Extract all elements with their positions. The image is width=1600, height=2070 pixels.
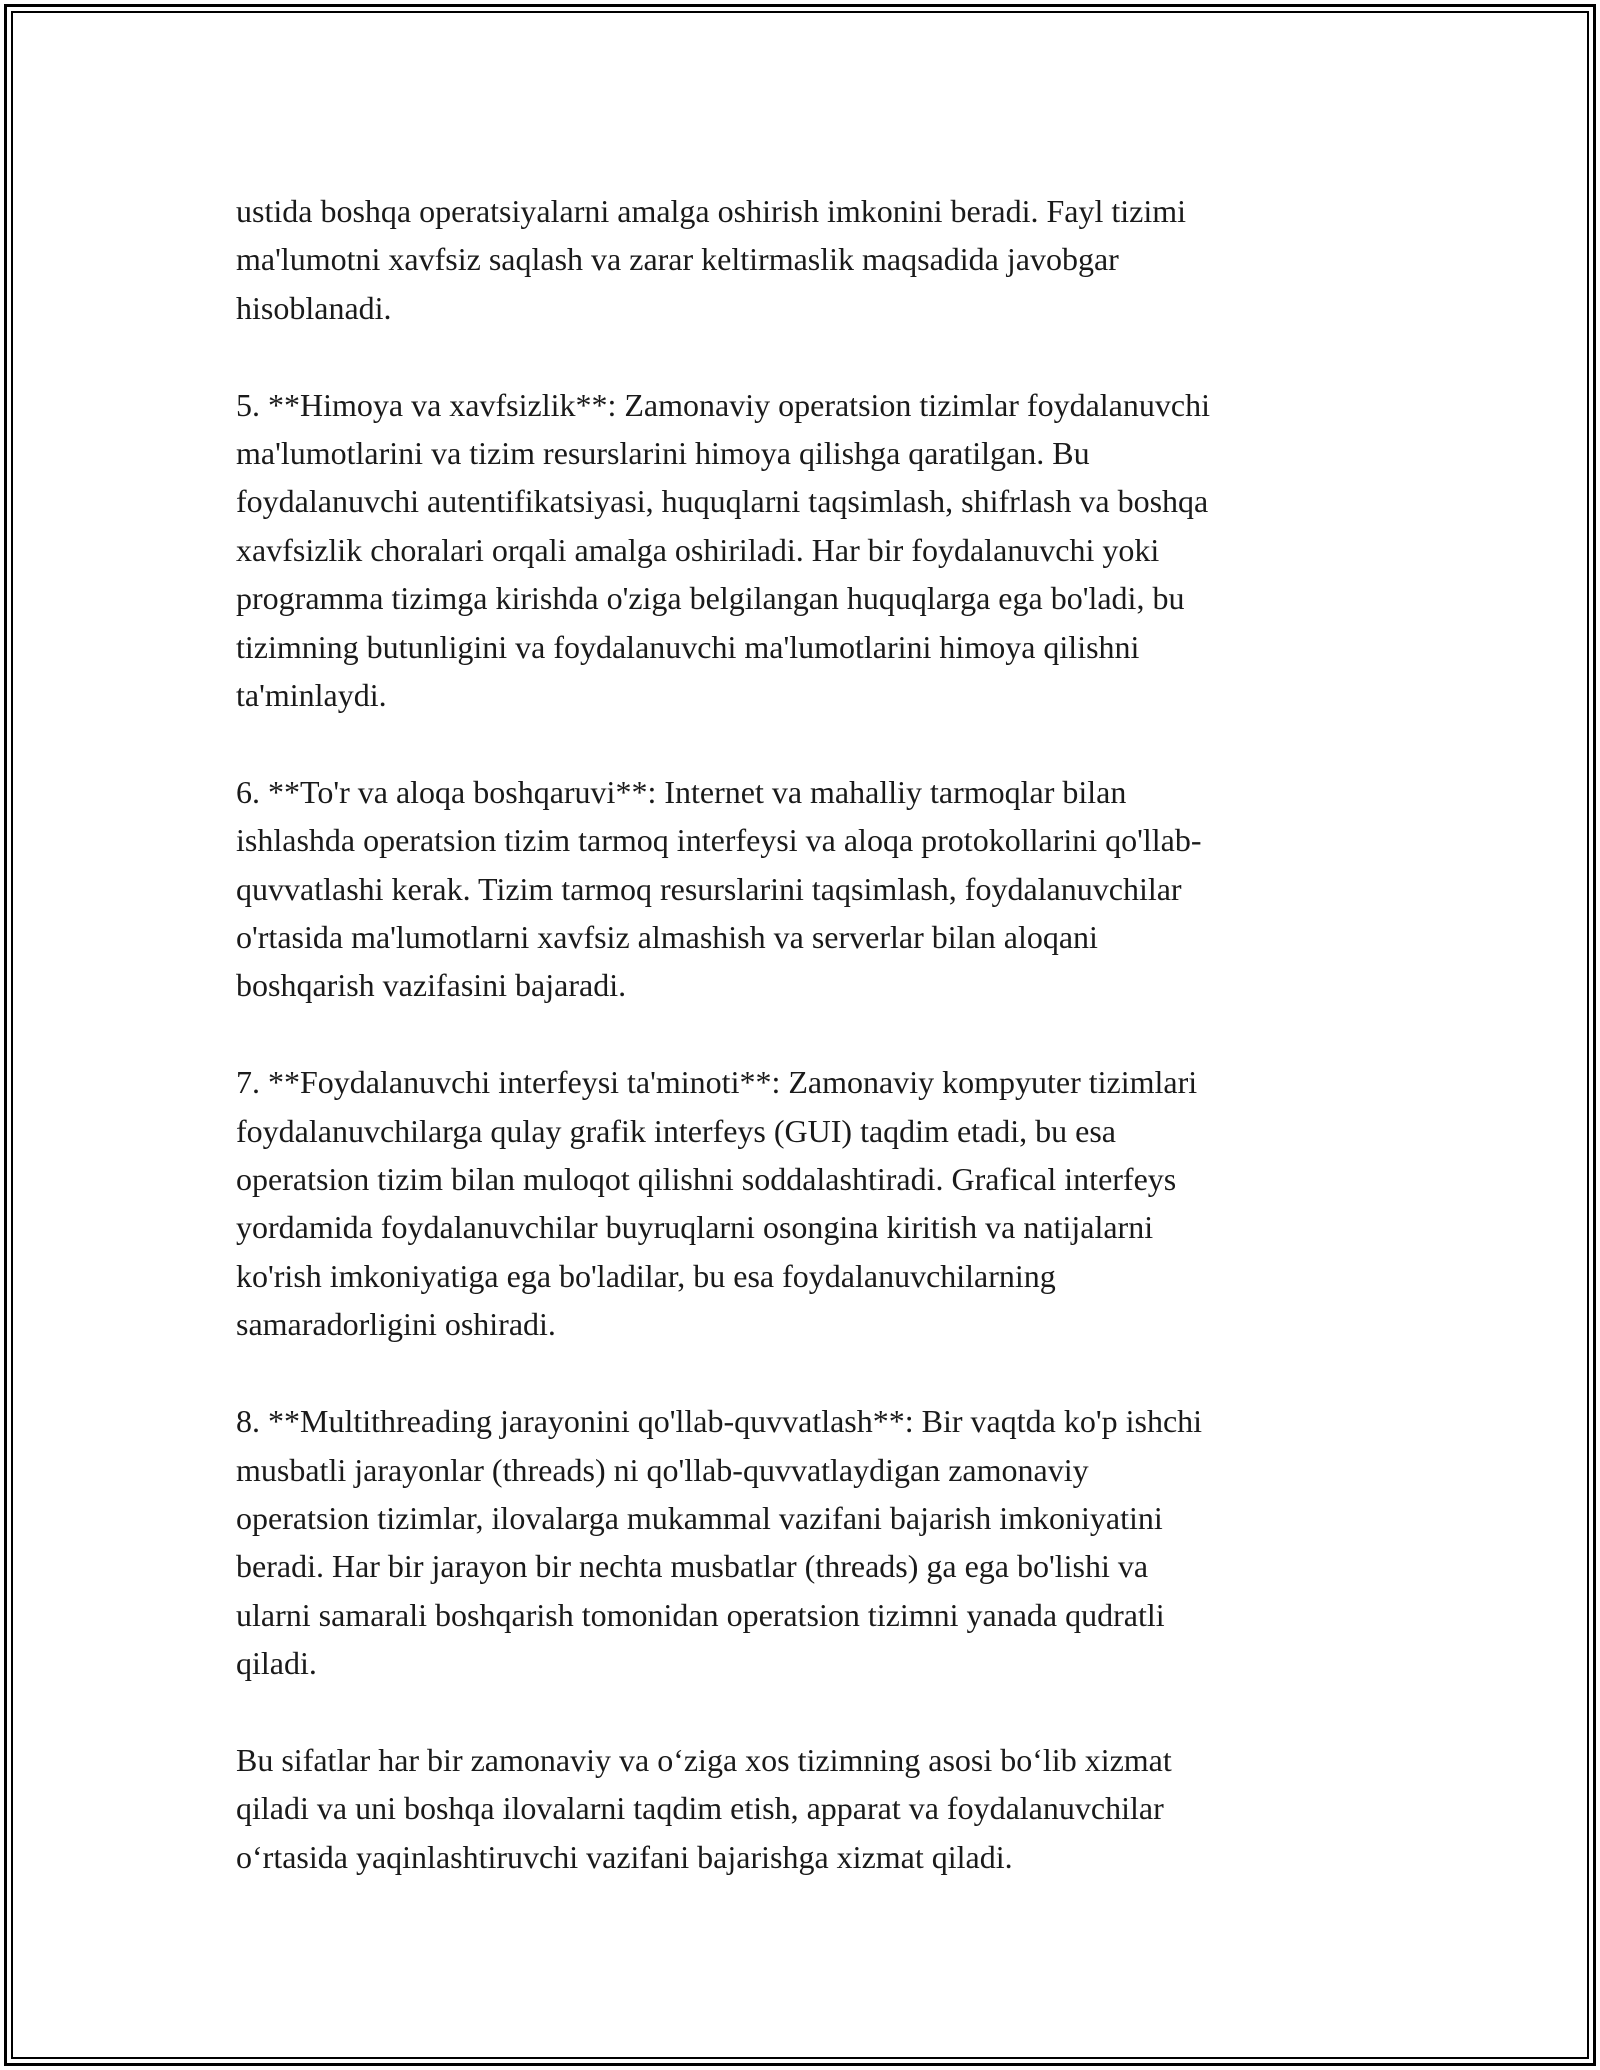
paragraph-file-system-continuation: ustida boshqa operatsiyalarni amalga oshirish imkonini beradi. Fayl tizimi ma'lumotni xavfsiz saqlash va zarar keltirmaslik maqsadida javobgar hisoblanadi.: [236, 193, 1187, 326]
paragraph-user-interface: 7. **Foydalanuvchi interfeysi ta'minoti**: Zamonaviy kompyuter tizimlari foydalanuvchilarga qulay grafik interfeys (GUI) taqdim etadi, bu esa operatsion tizim bilan muloqot qilishni soddalashtiradi. Grafical interfeys yordamida foydalanuvchilar buyruqlarni osongina kiritish va natijalarni ko'rish imkoniyatiga ega bo'ladilar, bu esa foydalanuvchilarning samaradorligini oshiradi.: [236, 1064, 1198, 1343]
paragraph-conclusion: Bu sifatlar har bir zamonaviy va o‘ziga xos tizimning asosi bo‘lib xizmat qiladi va uni boshqa ilovalarni taqdim etish, apparat va foydalanuvchilar o‘rtasida yaqinlashtiruvchi vazifani bajarishga xizmat qiladi.: [236, 1741, 1172, 1875]
paragraph-networking: 6. **To'r va aloqa boshqaruvi**: Internet va mahalliy tarmoqlar bilan ishlashda operatsion tizim tarmoq interfeysi va aloqa protokollarini qo'llab- quvvatlashi kerak. Tizim tarmoq resurslarini taqsimlash, foydalanuvchilar o'rtasida ma'lumotlarni xavfsiz almashish va serverlar bilan aloqani boshqarish vazifasini bajaradi.: [236, 773, 1202, 1004]
paragraph-security: 5. **Himoya va xavfsizlik**: Zamonaviy operatsion tizimlar foydalanuvchi ma'lumotlarini va tizim resurslarini himoya qilishga qaratilgan. Bu foydalanuvchi autentifikatsiyasi, huquqlarni taqsimlash, shifrlash va boshqa xavfsizlik choralari orqali amalga oshiriladi. Har bir foydalanuvchi yoki programma tizimga kirishda o'ziga belgilangan huquqlarga ega bo'ladi, bu tizimning butunligini va foydalanuvchi ma'lumotlarini himoya qilishni ta'minlaydi.: [236, 386, 1210, 714]
paragraph-multithreading: 8. **Multithreading jarayonini qo'llab-quvvatlash**: Bir vaqtda ko'p ishchi musbatli jarayonlar (threads) ni qo'llab-quvvatlaydigan zamonaviy operatsion tizimlar, ilovalarga mukammal vazifani bajarish imkoniyatini beradi. Har bir jarayon bir nechta musbatlar (threads) ga ega bo'lishi va ularni samarali boshqarish tomonidan operatsion tizimni yanada qudratli qiladi.: [236, 1403, 1203, 1682]
document-body: [236, 187, 1356, 1881]
